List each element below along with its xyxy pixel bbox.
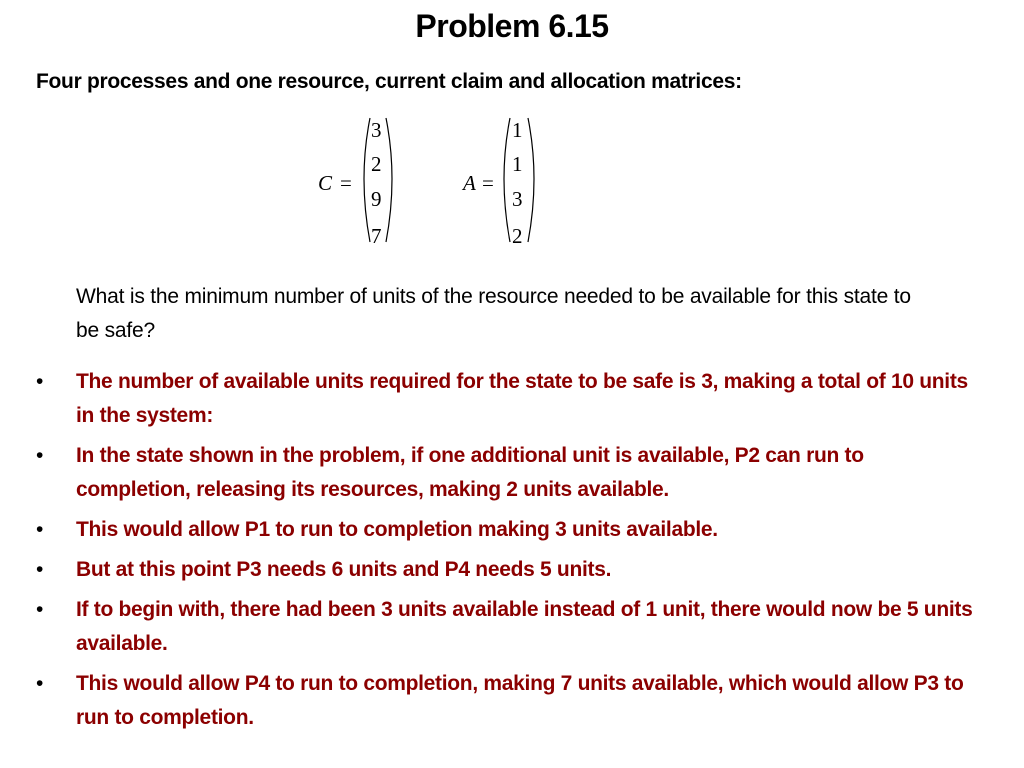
- claim-matrix-equals: =: [340, 171, 352, 195]
- answer-bullet: [32, 513, 982, 547]
- intro-text: Four processes and one resource, current claim and allocation matrices:: [36, 70, 742, 93]
- answer-bullet-text: In the state shown in the problem, if one additional unit is available, P2 can run to completion, releasing its resources, making 2 units available.: [76, 444, 864, 501]
- answer-bullet: [32, 667, 982, 735]
- question-text: What is the minimum number of units of the resource needed to be available for this state to be safe?: [76, 285, 911, 342]
- bullet-dot-icon: •: [36, 672, 44, 695]
- allocation-left-paren: [504, 118, 510, 242]
- claim-right-paren: [386, 118, 392, 242]
- bullet-dot-icon: •: [36, 444, 44, 467]
- allocation-value: 1: [512, 152, 523, 176]
- answer-bullet-text: This would allow P1 to run to completion making 3 units available.: [76, 518, 718, 541]
- claim-matrix: [318, 118, 392, 248]
- allocation-value: 1: [512, 118, 523, 142]
- answer-bullet: [32, 439, 982, 507]
- bullet-dot-icon: •: [36, 518, 44, 541]
- claim-value: 7: [371, 224, 382, 248]
- allocation-value: 3: [512, 187, 523, 211]
- bullet-dot-icon: •: [36, 598, 44, 621]
- allocation-matrix-label: A: [463, 171, 476, 195]
- claim-left-paren: [364, 118, 370, 242]
- answer-bullet-list: [32, 365, 982, 741]
- answer-bullet: [32, 365, 982, 433]
- claim-value: 3: [371, 118, 382, 142]
- claim-matrix-label: C: [318, 171, 333, 195]
- bullet-dot-icon: •: [36, 558, 44, 581]
- claim-value: 2: [371, 152, 382, 176]
- matrix-equations: [300, 108, 560, 258]
- answer-bullet-text: This would allow P4 to run to completion, making 7 units available, which would allow P3 to run to completion.: [76, 672, 964, 729]
- answer-bullet-text: The number of available units required for the state to be safe is 3, making a total of 10 units in the system:: [76, 370, 968, 427]
- claim-value: 9: [371, 187, 382, 211]
- answer-bullet: [32, 553, 982, 587]
- bullet-dot-icon: •: [36, 370, 44, 393]
- answer-bullet: [32, 593, 982, 661]
- answer-bullet-text: But at this point P3 needs 6 units and P4 needs 5 units.: [76, 558, 612, 581]
- allocation-value: 2: [512, 224, 523, 248]
- allocation-right-paren: [528, 118, 534, 242]
- allocation-matrix: [461, 118, 534, 248]
- slide-title: Problem 6.15: [415, 8, 609, 44]
- allocation-matrix-equals: =: [482, 171, 494, 195]
- answer-bullet-text: If to begin with, there had been 3 units available instead of 1 unit, there would now be 5 units available.: [76, 598, 973, 655]
